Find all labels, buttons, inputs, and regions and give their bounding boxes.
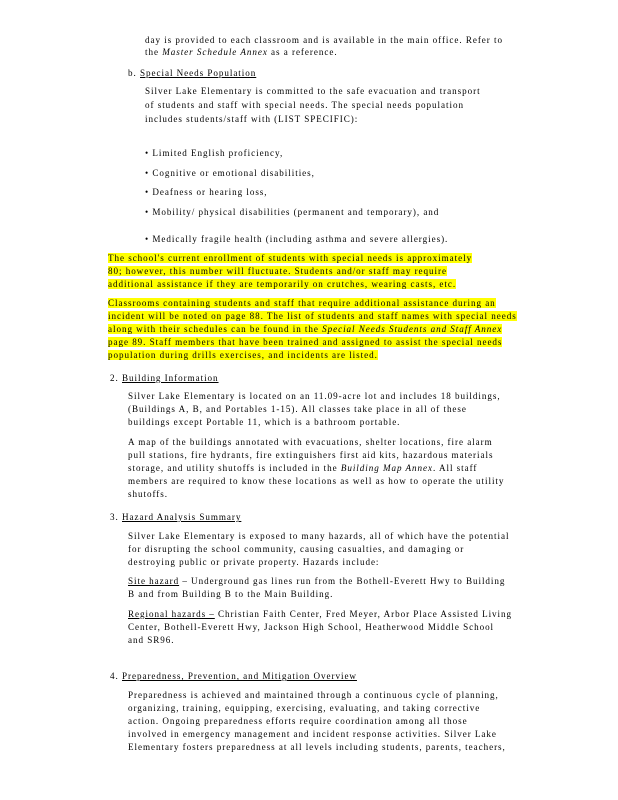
section-number: 2. — [110, 373, 119, 383]
body-text: storage, and utility shutoffs is included in the Building Map Annex. All staff — [128, 463, 478, 473]
bullet-item: • Deafness or hearing loss, — [145, 187, 268, 197]
body-text: B and from Building B to the Main Building. — [128, 589, 334, 599]
highlighted-text: page 89. Staff members that have been trained and assigned to assist the special needs — [108, 337, 503, 347]
body-text: Preparedness is achieved and maintained through a continuous cycle of planning, — [128, 690, 499, 700]
body-text: Silver Lake Elementary is located on an 11.09-acre lot and includes 18 buildings, — [128, 391, 501, 401]
subheading: Regional hazards – — [128, 609, 215, 619]
highlighted-text: 80; however, this number will fluctuate. Students and/or staff may require — [108, 266, 447, 276]
body-text: organizing, training, equipping, exercising, evaluating, and taking corrective — [128, 703, 481, 713]
body-text: shutoffs. — [128, 489, 168, 499]
annex-reference: Special Needs Students and Staff Annex — [322, 324, 503, 334]
body-text: A map of the buildings annotated with evacuations, shelter locations, fire alarm — [128, 437, 493, 447]
subheading: Site hazard — [128, 576, 180, 586]
section-number: 4. — [110, 671, 119, 681]
body-text: day is provided to each classroom and is available in the main office. Refer to — [145, 35, 503, 45]
body-text: and SR96. — [128, 635, 175, 645]
body-text: Elementary fosters preparedness at all levels including students, parents, teachers, — [128, 742, 506, 752]
bullet-item: • Mobility/ physical disabilities (permanent and temporary), and — [145, 207, 440, 217]
body-text: Site hazard – Underground gas lines run from the Bothell-Everett Hwy to Building — [128, 576, 506, 586]
highlighted-text: additional assistance if they are temporarily on crutches, wearing casts, etc. — [108, 279, 457, 289]
highlighted-text: Classrooms containing students and staff that require additional assistance during an — [108, 298, 496, 308]
body-text: members are required to know these locations as well as how to operate the utility — [128, 476, 505, 486]
annex-reference: Building Map Annex — [340, 463, 434, 473]
body-text: Silver Lake Elementary is exposed to many hazards, all of which have the potential — [128, 531, 510, 541]
bullet-item: • Medically fragile health (including asthma and severe allergies). — [145, 234, 449, 244]
highlighted-text: along with their schedules can be found in the Special Needs Students and Staff Annex — [108, 324, 503, 334]
bullet-item: • Cognitive or emotional disabilities, — [145, 168, 315, 178]
bullet-item: • Limited English proficiency, — [145, 148, 284, 158]
body-text: buildings except Portable 11, which is a bathroom portable. — [128, 417, 401, 427]
annex-reference: Master Schedule Annex — [162, 47, 268, 57]
section-heading: Hazard Analysis Summary — [122, 512, 242, 522]
section-heading: Building Information — [122, 373, 219, 383]
body-text: Regional hazards – Christian Faith Center, Fred Meyer, Arbor Place Assisted Living — [128, 609, 513, 619]
body-text: Center, Bothell-Everett Hwy, Jackson High School, Heatherwood Middle School — [128, 622, 495, 632]
highlighted-text: population during drills exercises, and incidents are listed. — [108, 350, 378, 360]
body-text: for disrupting the school community, causing casualties, and damaging or — [128, 544, 465, 554]
body-text: the Master Schedule Annex as a reference. — [145, 47, 338, 57]
body-text: Silver Lake Elementary is committed to the safe evacuation and transport — [145, 86, 481, 96]
body-text: destroying public or private property. Hazards include: — [128, 557, 380, 567]
body-text: pull stations, fire hydrants, fire extinguishers first aid kits, hazardous materials — [128, 450, 494, 460]
section-marker: b. — [128, 68, 137, 78]
body-text: of students and staff with special needs. The special needs population — [145, 100, 464, 110]
section-heading: Preparedness, Prevention, and Mitigation Overview — [122, 671, 357, 681]
body-text: includes students/staff with (LIST SPECIFIC): — [145, 114, 359, 124]
highlighted-text: The school's current enrollment of students with special needs is approximately — [108, 253, 473, 263]
section-heading: Special Needs Population — [140, 68, 257, 78]
body-text: (Buildings A, B, and Portables 1-15). All classes take place in all of these — [128, 404, 467, 414]
body-text: action. Ongoing preparedness efforts require coordination among all those — [128, 716, 468, 726]
body-text: involved in emergency management and incident response activities. Silver Lake — [128, 729, 497, 739]
highlighted-text: incident will be noted on page 88. The list of students and staff names with special needs — [108, 311, 517, 321]
section-number: 3. — [110, 512, 119, 522]
